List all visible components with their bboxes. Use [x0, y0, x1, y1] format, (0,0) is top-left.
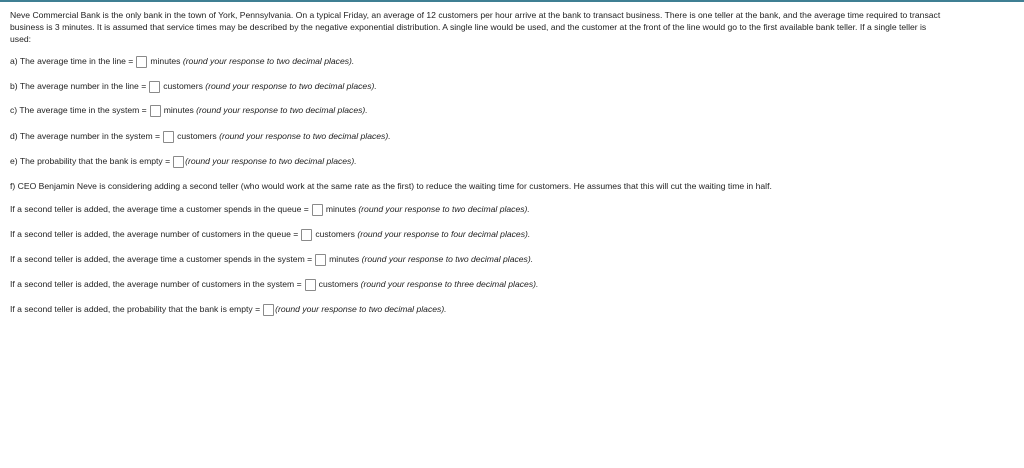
answer-f2-input[interactable]	[301, 229, 312, 241]
answer-b-input[interactable]	[149, 81, 160, 93]
problem-statement-line: business is 3 minutes. It is assumed that service times may be described by the negative exponential distribution. A single line would be used, and the customer at the front of the line would go to the first available bank teller. If a single teller is	[10, 22, 927, 32]
question-b	[10, 80, 377, 93]
problem-statement-line: Neve Commercial Bank is the only bank in the town of York, Pennsylvania. On a typical Friday, an average of 12 customers per hour arrive at the bank to transact business. There is one teller at the bank, and the average time required to transact	[10, 10, 941, 20]
answer-d-input[interactable]	[163, 131, 174, 143]
question-f5-prompt: If a second teller is added, the probability that the bank is empty =	[10, 304, 261, 314]
question-b-hint: (round your response to two decimal places).	[205, 81, 377, 91]
question-f1	[10, 203, 530, 216]
question-d-unit: customers	[177, 131, 217, 141]
question-a	[10, 55, 354, 68]
question-b-prompt: b) The average number in the line =	[10, 81, 147, 91]
question-f-intro-text: f) CEO Benjamin Neve is considering adding a second teller (who would work at the same rate as the first) to reduce the waiting time for customers. He assumes that this will cut the waiting time in half.	[10, 181, 772, 191]
question-c-hint: (round your response to two decimal places).	[196, 105, 368, 115]
question-f1-hint: (round your response to two decimal places).	[358, 204, 530, 214]
question-f3-hint: (round your response to two decimal places).	[361, 254, 534, 264]
question-d-prompt: d) The average number in the system =	[10, 131, 161, 141]
top-divider	[0, 0, 1024, 2]
question-f1-unit: minutes	[325, 204, 356, 214]
question-c-prompt: c) The average time in the system =	[10, 105, 147, 115]
question-e	[10, 155, 357, 168]
question-f-intro	[10, 180, 772, 193]
question-e-prompt: e) The probability that the bank is empty =	[10, 156, 171, 166]
question-b-unit: customers	[163, 81, 203, 91]
question-f2-prompt: If a second teller is added, the average number of customers in the queue =	[10, 229, 299, 239]
question-f4-hint: (round your response to three decimal places).	[360, 279, 539, 289]
question-e-hint: (round your response to two decimal places).	[185, 156, 357, 166]
question-f2-hint: (round your response to four decimal places).	[357, 229, 531, 239]
question-f3-prompt: If a second teller is added, the average time a customer spends in the system =	[10, 254, 313, 264]
question-d	[10, 130, 391, 143]
question-f4-unit: customers	[318, 279, 359, 289]
question-a-prompt: a) The average time in the line =	[10, 56, 134, 66]
question-f2-unit: customers	[315, 229, 355, 239]
answer-f5-input[interactable]	[263, 304, 274, 316]
question-a-hint: (round your response to two decimal places).	[182, 56, 355, 66]
answer-c-input[interactable]	[150, 105, 161, 117]
answer-f3-input[interactable]	[315, 254, 326, 266]
answer-a-input[interactable]	[136, 56, 147, 68]
question-f2	[10, 228, 530, 241]
question-f3-unit: minutes	[329, 254, 360, 264]
question-f5	[10, 303, 447, 316]
question-c	[10, 104, 368, 117]
problem-statement	[10, 9, 1024, 45]
answer-e-input[interactable]	[173, 156, 184, 168]
answer-f4-input[interactable]	[305, 279, 316, 291]
question-f4	[10, 278, 538, 291]
question-f5-hint: (round your response to two decimal places).	[275, 304, 447, 314]
answer-f1-input[interactable]	[312, 204, 323, 216]
question-c-unit: minutes	[163, 105, 194, 115]
question-f1-prompt: If a second teller is added, the average time a customer spends in the queue =	[10, 204, 309, 214]
question-a-unit: minutes	[150, 56, 181, 66]
question-f4-prompt: If a second teller is added, the average number of customers in the system =	[10, 279, 302, 289]
question-f3	[10, 253, 533, 266]
problem-statement-line: used:	[10, 34, 32, 44]
question-d-hint: (round your response to two decimal places).	[219, 131, 391, 141]
